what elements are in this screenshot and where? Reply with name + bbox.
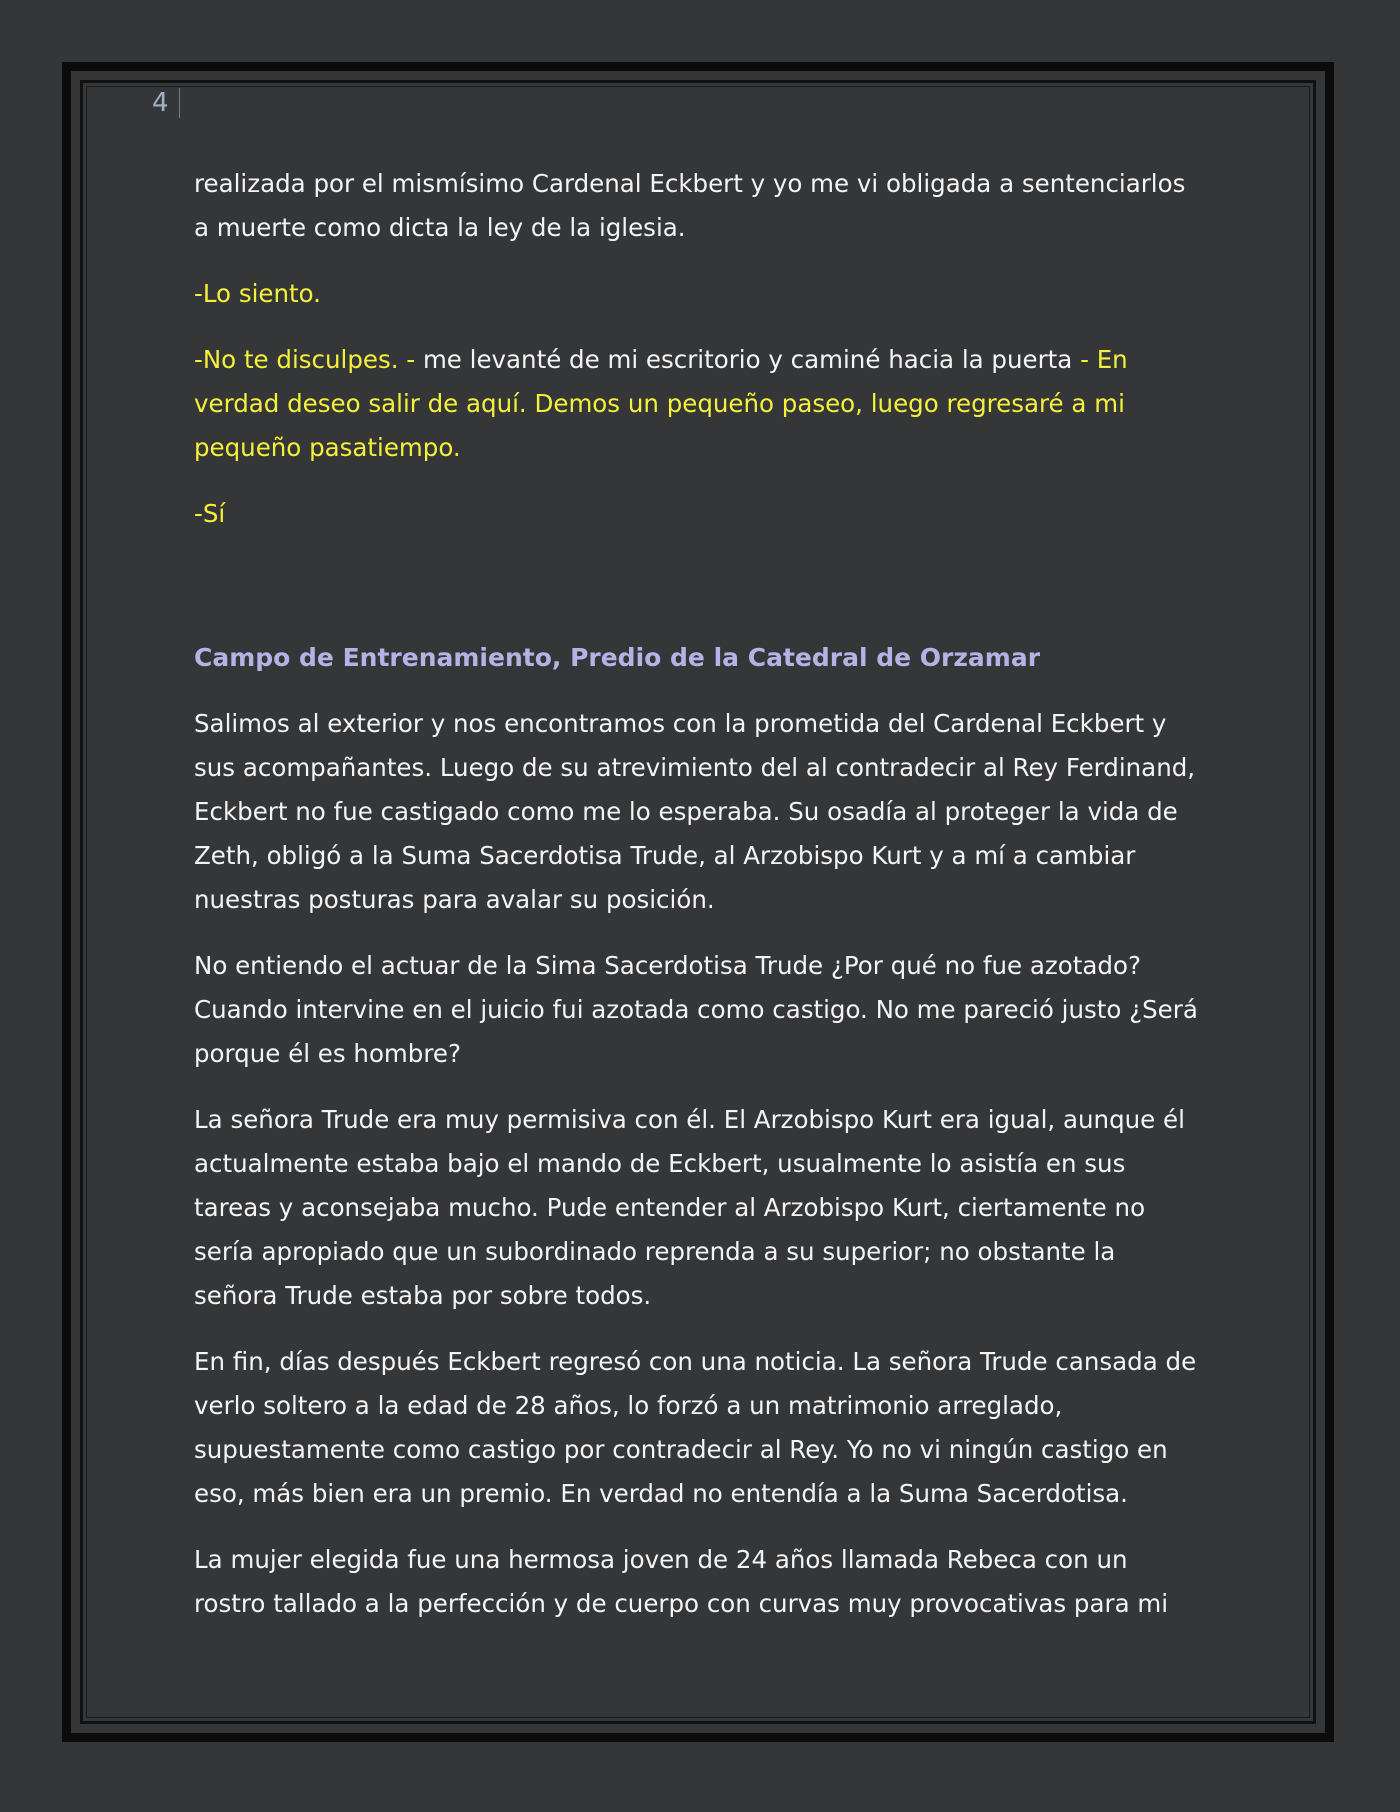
paragraph-6: No entiendo el actuar de la Sima Sacerdotisa Trude ¿Por qué no fue azotado? Cuando intervine en el juicio fui azotada como castigo. No me pareció justo ¿Será porque él es hombre? (194, 951, 1198, 1068)
paragraph-5: Salimos al exterior y nos encontramos con la prometida del Cardenal Eckbert y sus acompañantes. Luego de su atrevimiento del al contradecir al Rey Ferdinand, Eckbert no fue castigado como me lo esperaba. Su osadía al proteger la vida de Zeth, obligó a la Suma Sacerdotisa Trude, al Arzobispo Kurt y a mí a cambiar nuestras posturas para avalar su posición. (194, 709, 1196, 914)
page-content (194, 162, 1206, 1648)
dialogue-lo-siento: -Lo siento. (194, 279, 321, 308)
dialogue-si: -Sí (194, 499, 226, 528)
narration-part: me levanté de mi escritorio y caminé hacia la puerta (422, 345, 1073, 374)
paragraph-1-text: realizada por el mismísimo Cardenal Eckbert y yo me vi obligada a sentenciarlos a muerte como dicta la ley de la iglesia. (194, 169, 1186, 242)
dialogue-part-1: -No te disculpes. - (194, 345, 423, 374)
paragraph-1 (194, 162, 1206, 250)
paragraph-dialogue-puerta (194, 338, 1206, 470)
page-number: 4 (152, 88, 180, 118)
dialogue-part-2: - En verdad deseo salir de aquí. Demos un pequeño paseo, luego regresaré a mi pequeño pasatiempo. (194, 345, 1128, 462)
paragraph-7: La señora Trude era muy permisiva con él. El Arzobispo Kurt era igual, aunque él actualmente estaba bajo el mando de Eckbert, usualmente lo asistía en sus tareas y aconsejaba mucho. Pude entender al Arzobispo Kurt, ciertamente no sería apropiado que un subordinado reprenda a su superior; no obstante la señora Trude estaba por sobre todos. (194, 1105, 1185, 1310)
scene-break-spacer (194, 558, 1206, 636)
paragraph-8: En fin, días después Eckbert regresó con una noticia. La señora Trude cansada de verlo soltero a la edad de 28 años, lo forzó a un matrimonio arreglado, supuestamente como castigo por contradecir al Rey. Yo no vi ningún castigo en eso, más bien era un premio. En verdad no entendía a la Suma Sacerdotisa. (194, 1347, 1197, 1508)
paragraph-9: La mujer elegida fue una hermosa joven de 24 años llamada Rebeca con un rostro tallado a la perfección y de cuerpo con curvas muy provocativas para mi (194, 1545, 1169, 1618)
scene-heading: Campo de Entrenamiento, Predio de la Catedral de Orzamar (194, 643, 1041, 672)
